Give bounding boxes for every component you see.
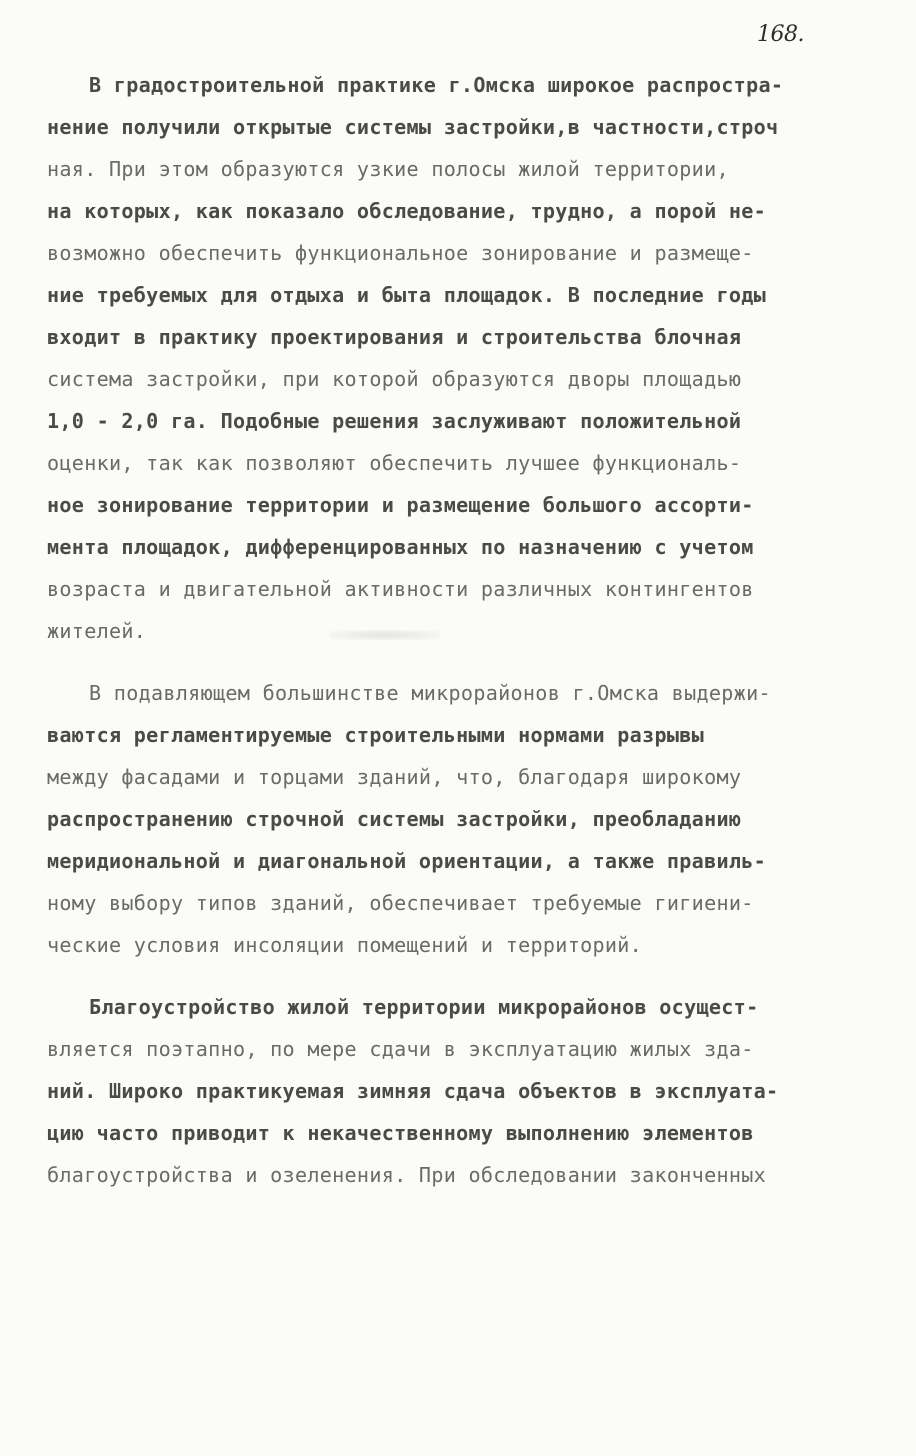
text-line: жителей. bbox=[47, 619, 147, 643]
text-line: входит в практику проектирования и строительства блочная bbox=[47, 325, 742, 349]
text-line: благоустройства и озеленения. При обследовании законченных bbox=[47, 1163, 767, 1187]
text-line: оценки, так как позволяют обеспечить лучшее функциональ- bbox=[47, 451, 742, 475]
paragraph-3 bbox=[47, 986, 877, 1196]
document-body bbox=[47, 64, 877, 1196]
text-line: В подавляющем большинстве микрорайонов г.Омска выдержи- bbox=[89, 681, 771, 705]
page-number: 168. bbox=[757, 22, 804, 47]
text-line: возраста и двигательной активности различных контингентов bbox=[47, 577, 754, 601]
text-line: меридиональной и диагональной ориентации, а также правиль- bbox=[47, 849, 767, 873]
text-line: ное зонирование территории и размещение большого ассорти- bbox=[47, 493, 754, 517]
text-line: нение получили открытые системы застройки,в частности,строч bbox=[47, 115, 779, 139]
text-line: мента площадок, дифференцированных по назначению с учетом bbox=[47, 535, 754, 559]
text-line: система застройки, при которой образуются дворы площадью bbox=[47, 367, 742, 391]
text-line: ний. Широко практикуемая зимняя сдача объектов в эксплуата- bbox=[47, 1079, 779, 1103]
paragraph-1 bbox=[47, 64, 877, 652]
text-line: 1,0 - 2,0 га. Подобные решения заслуживают положительной bbox=[47, 409, 742, 433]
text-line: ваются регламентируемые строительными нормами разрывы bbox=[47, 723, 705, 747]
text-line: В градостроительной практике г.Омска широкое распростра- bbox=[89, 73, 784, 97]
paper-smudge bbox=[330, 630, 440, 640]
text-line: ная. При этом образуются узкие полосы жилой территории, bbox=[47, 157, 729, 181]
paragraph-2 bbox=[47, 672, 877, 966]
text-line: вляется поэтапно, по мере сдачи в эксплуатацию жилых зда- bbox=[47, 1037, 754, 1061]
text-line: цию часто приводит к некачественному выполнению элементов bbox=[47, 1121, 754, 1145]
text-line: ние требуемых для отдыха и быта площадок. В последние годы bbox=[47, 283, 767, 307]
text-line: возможно обеспечить функциональное зонирование и размеще- bbox=[47, 241, 754, 265]
text-line: распространению строчной системы застройки, преобладанию bbox=[47, 807, 742, 831]
text-line: между фасадами и торцами зданий, что, благодаря широкому bbox=[47, 765, 742, 789]
text-line: Благоустройство жилой территории микрорайонов осущест- bbox=[89, 995, 759, 1019]
text-line: ческие условия инсоляции помещений и территорий. bbox=[47, 933, 643, 957]
text-line: на которых, как показало обследование, трудно, а порой не- bbox=[47, 199, 767, 223]
text-line: ному выбору типов зданий, обеспечивает требуемые гигиени- bbox=[47, 891, 754, 915]
paragraph-gap bbox=[47, 966, 877, 986]
paragraph-gap bbox=[47, 652, 877, 672]
